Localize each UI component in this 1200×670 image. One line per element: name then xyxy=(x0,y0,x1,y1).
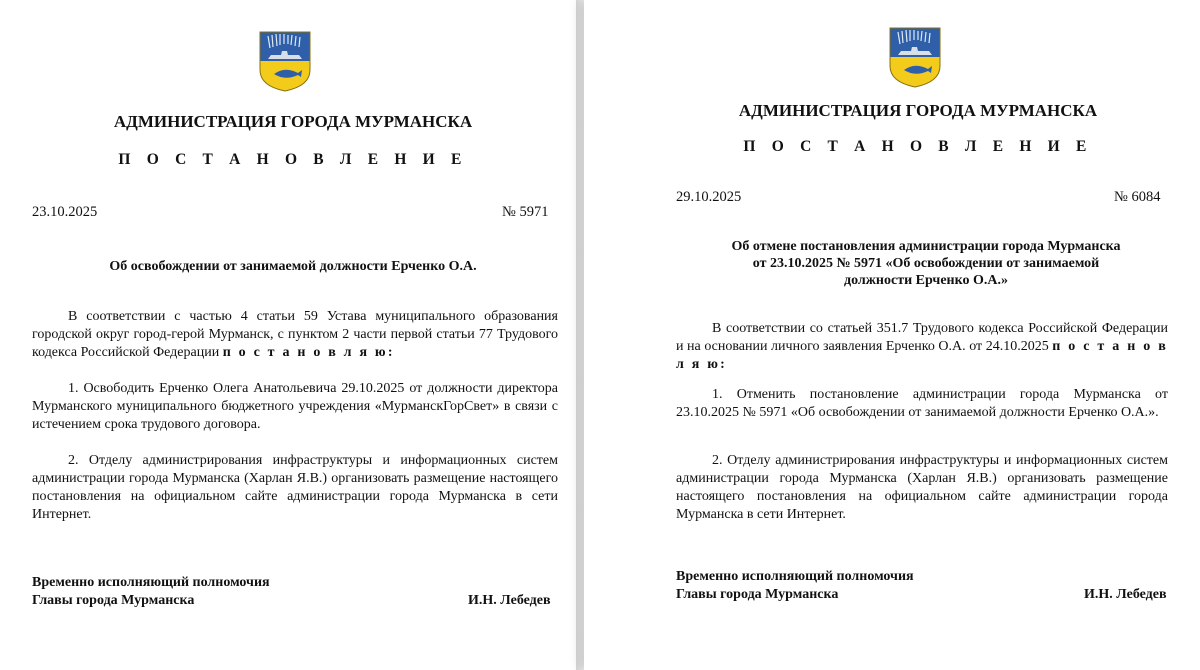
intro-paragraph xyxy=(32,308,558,362)
title-line-2: от 23.10.2025 № 5971 «Об освобождении от занимаемой xyxy=(752,256,1100,271)
page-gap xyxy=(576,0,584,670)
document-date: 29.10.2025 xyxy=(676,189,742,205)
document-number: № 6084 xyxy=(1114,189,1161,205)
document-type: П О С Т А Н О В Л Е Н И Е xyxy=(118,151,468,168)
signer-name: И.Н. Лебедев xyxy=(1084,587,1167,602)
signer-role xyxy=(32,574,270,610)
resolve-keyword: п о с т а н о в л я ю: xyxy=(222,345,395,360)
title-line-1: Об отмене постановления администрации города Мурманска xyxy=(731,239,1121,254)
document-date: 23.10.2025 xyxy=(32,204,98,220)
document-page-right xyxy=(584,0,1200,670)
murmansk-coat-of-arms-icon xyxy=(888,26,942,88)
item-1-text: 1. Освободить Ерченко Олега Анатольевича 29.10.2025 от должности директора Мурманского муниципального бюджетного учреждения «МурманскГорСвет» в связи с истечением срока трудового договора. xyxy=(32,381,558,432)
document-title: Об освобождении от занимаемой должности Ерченко О.А. xyxy=(109,259,477,274)
organization-header: АДМИНИСТРАЦИЯ ГОРОДА МУРМАНСКА xyxy=(738,101,1098,120)
intro-paragraph xyxy=(676,320,1168,374)
signer-role-line-2: Главы города Мурманска xyxy=(676,587,839,602)
organization-header: АДМИНИСТРАЦИЯ ГОРОДА МУРМАНСКА xyxy=(113,112,473,131)
item-2-paragraph xyxy=(676,452,1168,524)
murmansk-coat-of-arms-icon xyxy=(258,30,312,92)
resolve-keyword: п о с т а н о в л я ю: xyxy=(676,339,1168,372)
item-1-paragraph xyxy=(32,380,558,434)
title-line-3: должности Ерченко О.А.» xyxy=(844,273,1008,288)
signer-name: И.Н. Лебедев xyxy=(468,593,551,608)
intro-text: В соответствии со статьей 351.7 Трудового кодекса Российской Федерации и на основании личного заявления Ерченко О.А. от 24.10.2025 xyxy=(676,321,1168,354)
intro-text: В соответствии с частью 4 статьи 59 Устава муниципального образования городской округ город-герой Мурманск, с пунктом 2 части первой статьи 77 Трудового кодекса Российской Федерации xyxy=(32,309,558,360)
signer-role-line-2: Главы города Мурманска xyxy=(32,593,195,608)
signer-role-line-1: Временно исполняющий полномочия xyxy=(32,575,270,590)
document-page-left xyxy=(0,0,576,670)
signer-role xyxy=(676,568,914,604)
item-1-paragraph xyxy=(676,386,1168,422)
document-type: П О С Т А Н О В Л Е Н И Е xyxy=(743,138,1093,155)
document-title xyxy=(644,238,1200,289)
item-1-text: 1. Отменить постановление администрации города Мурманска от 23.10.2025 № 5971 «Об освобождении от занимаемой должности Ерченко О.А.». xyxy=(676,387,1168,420)
document-number: № 5971 xyxy=(502,204,549,220)
signer-role-line-1: Временно исполняющий полномочия xyxy=(676,569,914,584)
item-2-text: 2. Отделу администрирования инфраструктуры и информационных систем администрации города Мурманска (Харлан Я.В.) организовать размещение настоящего постановления на официальном сайте администрации города Мурманска в сети Интернет. xyxy=(676,453,1168,522)
item-2-text: 2. Отделу администрирования инфраструктуры и информационных систем администрации города Мурманска (Харлан Я.В.) организовать размещение настоящего постановления на официальном сайте администрации города Мурманска в сети Интернет. xyxy=(32,453,558,522)
item-2-paragraph xyxy=(32,452,558,524)
